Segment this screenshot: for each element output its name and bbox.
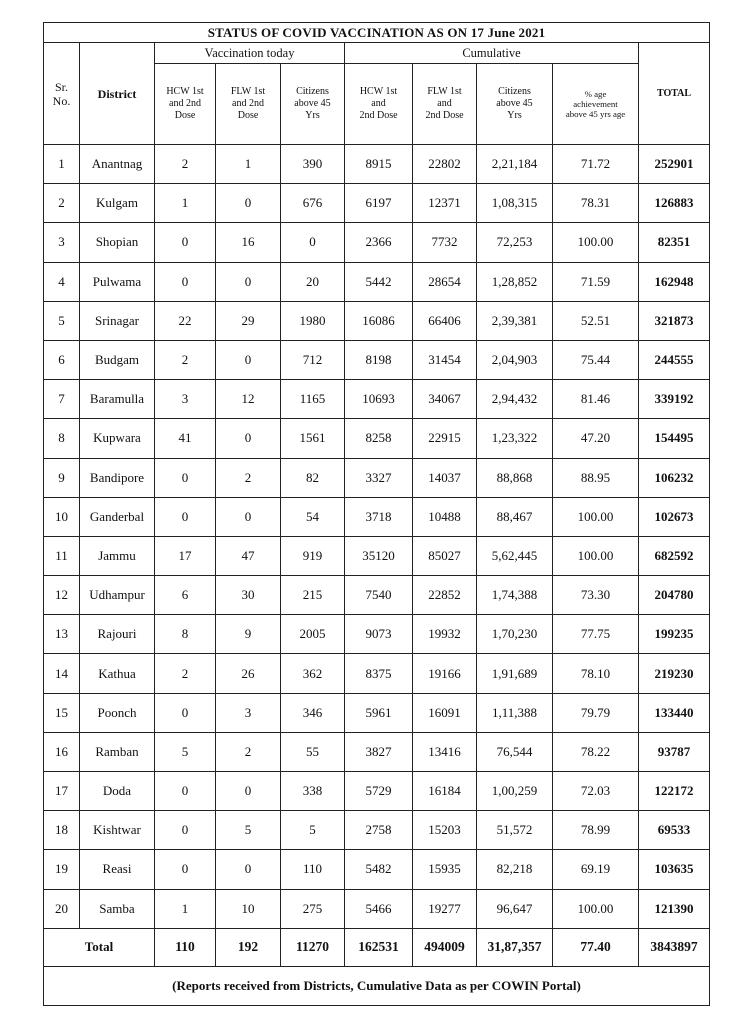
cum-hcw: 5466 bbox=[345, 889, 413, 928]
cum-flw: 14037 bbox=[413, 458, 477, 497]
header-district: District bbox=[80, 43, 155, 145]
cum-citizens: 1,23,322 bbox=[477, 419, 553, 458]
cum-citizens: 1,08,315 bbox=[477, 184, 553, 223]
today-flw: 0 bbox=[216, 184, 281, 223]
district-name: Baramulla bbox=[80, 380, 155, 419]
district-name: Rajouri bbox=[80, 615, 155, 654]
cum-hcw: 8258 bbox=[345, 419, 413, 458]
table-row bbox=[44, 576, 710, 615]
today-citizens: 215 bbox=[281, 576, 345, 615]
cum-flw: 16091 bbox=[413, 693, 477, 732]
achievement: 81.46 bbox=[553, 380, 639, 419]
group-vaccination-today: Vaccination today bbox=[155, 43, 345, 64]
today-hcw: 1 bbox=[155, 184, 216, 223]
today-flw: 12 bbox=[216, 380, 281, 419]
row-total: 102673 bbox=[639, 497, 710, 536]
achievement: 100.00 bbox=[553, 223, 639, 262]
table-row bbox=[44, 419, 710, 458]
today-hcw: 2 bbox=[155, 340, 216, 379]
totals-label: Total bbox=[44, 928, 155, 966]
cum-hcw: 6197 bbox=[345, 184, 413, 223]
table-row bbox=[44, 850, 710, 889]
sr-no: 5 bbox=[44, 301, 80, 340]
district-name: Ramban bbox=[80, 732, 155, 771]
cum-citizens: 2,04,903 bbox=[477, 340, 553, 379]
today-citizens: 5 bbox=[281, 811, 345, 850]
row-total: 199235 bbox=[639, 615, 710, 654]
table-row bbox=[44, 497, 710, 536]
today-flw: 2 bbox=[216, 732, 281, 771]
today-flw: 0 bbox=[216, 262, 281, 301]
achievement: 73.30 bbox=[553, 576, 639, 615]
today-citizens: 362 bbox=[281, 654, 345, 693]
today-flw: 29 bbox=[216, 301, 281, 340]
achievement: 78.99 bbox=[553, 811, 639, 850]
today-flw: 0 bbox=[216, 419, 281, 458]
today-hcw: 0 bbox=[155, 811, 216, 850]
cum-hcw: 35120 bbox=[345, 536, 413, 575]
total-cum-citizens: 31,87,357 bbox=[477, 928, 553, 966]
cum-flw: 12371 bbox=[413, 184, 477, 223]
cum-flw: 22802 bbox=[413, 145, 477, 184]
today-citizens: 346 bbox=[281, 693, 345, 732]
today-citizens: 20 bbox=[281, 262, 345, 301]
sr-no: 3 bbox=[44, 223, 80, 262]
row-total: 126883 bbox=[639, 184, 710, 223]
today-flw: 1 bbox=[216, 145, 281, 184]
cum-flw: 28654 bbox=[413, 262, 477, 301]
total-today-flw: 192 bbox=[216, 928, 281, 966]
cum-flw: 85027 bbox=[413, 536, 477, 575]
cum-hcw: 3718 bbox=[345, 497, 413, 536]
achievement: 71.59 bbox=[553, 262, 639, 301]
sr-no: 13 bbox=[44, 615, 80, 654]
table-row bbox=[44, 340, 710, 379]
cum-hcw: 3327 bbox=[345, 458, 413, 497]
district-name: Udhampur bbox=[80, 576, 155, 615]
today-hcw: 3 bbox=[155, 380, 216, 419]
today-hcw: 0 bbox=[155, 693, 216, 732]
totals-row bbox=[44, 928, 710, 966]
cum-flw: 7732 bbox=[413, 223, 477, 262]
footer-note: (Reports received from Districts, Cumulative Data as per COWIN Portal) bbox=[44, 966, 710, 1005]
row-total: 82351 bbox=[639, 223, 710, 262]
grand-total: 3843897 bbox=[639, 928, 710, 966]
sr-no: 19 bbox=[44, 850, 80, 889]
today-citizens: 712 bbox=[281, 340, 345, 379]
today-hcw: 2 bbox=[155, 654, 216, 693]
cum-citizens: 2,39,381 bbox=[477, 301, 553, 340]
cum-flw: 19932 bbox=[413, 615, 477, 654]
cum-hcw: 8915 bbox=[345, 145, 413, 184]
today-hcw: 22 bbox=[155, 301, 216, 340]
header-cum-hcw: HCW 1st and 2nd Dose bbox=[345, 64, 413, 145]
table-row bbox=[44, 458, 710, 497]
today-hcw: 6 bbox=[155, 576, 216, 615]
row-total: 103635 bbox=[639, 850, 710, 889]
today-flw: 0 bbox=[216, 340, 281, 379]
today-citizens: 110 bbox=[281, 850, 345, 889]
sr-no: 8 bbox=[44, 419, 80, 458]
table-row bbox=[44, 811, 710, 850]
today-flw: 9 bbox=[216, 615, 281, 654]
cum-flw: 15935 bbox=[413, 850, 477, 889]
cum-hcw: 16086 bbox=[345, 301, 413, 340]
sr-no: 11 bbox=[44, 536, 80, 575]
table-row bbox=[44, 732, 710, 771]
total-today-citizens: 11270 bbox=[281, 928, 345, 966]
district-name: Budgam bbox=[80, 340, 155, 379]
achievement: 100.00 bbox=[553, 497, 639, 536]
cum-flw: 66406 bbox=[413, 301, 477, 340]
cum-hcw: 2758 bbox=[345, 811, 413, 850]
table-row bbox=[44, 654, 710, 693]
sr-no: 12 bbox=[44, 576, 80, 615]
today-citizens: 54 bbox=[281, 497, 345, 536]
cum-flw: 10488 bbox=[413, 497, 477, 536]
vaccination-status-table bbox=[43, 22, 710, 1006]
achievement: 69.19 bbox=[553, 850, 639, 889]
row-total: 122172 bbox=[639, 772, 710, 811]
header-achievement: % age achievement above 45 yrs age bbox=[553, 64, 639, 145]
today-hcw: 0 bbox=[155, 262, 216, 301]
total-cum-hcw: 162531 bbox=[345, 928, 413, 966]
cum-citizens: 51,572 bbox=[477, 811, 553, 850]
today-hcw: 0 bbox=[155, 850, 216, 889]
sr-no: 20 bbox=[44, 889, 80, 928]
cum-flw: 13416 bbox=[413, 732, 477, 771]
table-row bbox=[44, 693, 710, 732]
cum-citizens: 76,544 bbox=[477, 732, 553, 771]
district-name: Samba bbox=[80, 889, 155, 928]
cum-flw: 31454 bbox=[413, 340, 477, 379]
cum-flw: 16184 bbox=[413, 772, 477, 811]
header-today-flw: FLW 1st and 2nd Dose bbox=[216, 64, 281, 145]
achievement: 100.00 bbox=[553, 536, 639, 575]
achievement: 71.72 bbox=[553, 145, 639, 184]
cum-hcw: 5729 bbox=[345, 772, 413, 811]
today-hcw: 41 bbox=[155, 419, 216, 458]
today-citizens: 0 bbox=[281, 223, 345, 262]
cum-hcw: 8375 bbox=[345, 654, 413, 693]
today-hcw: 1 bbox=[155, 889, 216, 928]
today-flw: 10 bbox=[216, 889, 281, 928]
cum-citizens: 1,74,388 bbox=[477, 576, 553, 615]
cum-citizens: 88,467 bbox=[477, 497, 553, 536]
today-hcw: 0 bbox=[155, 458, 216, 497]
row-total: 219230 bbox=[639, 654, 710, 693]
today-hcw: 0 bbox=[155, 223, 216, 262]
achievement: 72.03 bbox=[553, 772, 639, 811]
row-total: 339192 bbox=[639, 380, 710, 419]
cum-citizens: 1,91,689 bbox=[477, 654, 553, 693]
today-flw: 3 bbox=[216, 693, 281, 732]
today-flw: 0 bbox=[216, 850, 281, 889]
group-cumulative: Cumulative bbox=[345, 43, 639, 64]
table-row bbox=[44, 262, 710, 301]
district-name: Bandipore bbox=[80, 458, 155, 497]
cum-citizens: 1,70,230 bbox=[477, 615, 553, 654]
today-citizens: 390 bbox=[281, 145, 345, 184]
today-citizens: 1561 bbox=[281, 419, 345, 458]
today-flw: 0 bbox=[216, 497, 281, 536]
row-total: 154495 bbox=[639, 419, 710, 458]
cum-citizens: 1,00,259 bbox=[477, 772, 553, 811]
today-citizens: 2005 bbox=[281, 615, 345, 654]
today-citizens: 82 bbox=[281, 458, 345, 497]
row-total: 204780 bbox=[639, 576, 710, 615]
row-total: 252901 bbox=[639, 145, 710, 184]
row-total: 133440 bbox=[639, 693, 710, 732]
cum-flw: 22852 bbox=[413, 576, 477, 615]
today-flw: 26 bbox=[216, 654, 281, 693]
district-name: Jammu bbox=[80, 536, 155, 575]
district-rows bbox=[44, 145, 710, 929]
district-name: Kathua bbox=[80, 654, 155, 693]
district-name: Kulgam bbox=[80, 184, 155, 223]
sr-no: 2 bbox=[44, 184, 80, 223]
cum-hcw: 10693 bbox=[345, 380, 413, 419]
today-citizens: 1165 bbox=[281, 380, 345, 419]
district-name: Srinagar bbox=[80, 301, 155, 340]
today-flw: 47 bbox=[216, 536, 281, 575]
cum-hcw: 5442 bbox=[345, 262, 413, 301]
cum-hcw: 8198 bbox=[345, 340, 413, 379]
cum-flw: 19277 bbox=[413, 889, 477, 928]
today-citizens: 275 bbox=[281, 889, 345, 928]
row-total: 69533 bbox=[639, 811, 710, 850]
row-total: 106232 bbox=[639, 458, 710, 497]
table-row bbox=[44, 615, 710, 654]
achievement: 47.20 bbox=[553, 419, 639, 458]
header-cum-flw: FLW 1st and 2nd Dose bbox=[413, 64, 477, 145]
district-name: Reasi bbox=[80, 850, 155, 889]
table-row bbox=[44, 772, 710, 811]
total-today-hcw: 110 bbox=[155, 928, 216, 966]
sr-no: 14 bbox=[44, 654, 80, 693]
today-hcw: 2 bbox=[155, 145, 216, 184]
achievement: 78.31 bbox=[553, 184, 639, 223]
row-total: 121390 bbox=[639, 889, 710, 928]
sr-no: 15 bbox=[44, 693, 80, 732]
header-sr-no: Sr. No. bbox=[44, 43, 80, 145]
header-cum-citizens: Citizens above 45 Yrs bbox=[477, 64, 553, 145]
today-flw: 0 bbox=[216, 772, 281, 811]
district-name: Pulwama bbox=[80, 262, 155, 301]
cum-flw: 19166 bbox=[413, 654, 477, 693]
sr-no: 17 bbox=[44, 772, 80, 811]
row-total: 244555 bbox=[639, 340, 710, 379]
row-total: 93787 bbox=[639, 732, 710, 771]
district-name: Shopian bbox=[80, 223, 155, 262]
achievement: 79.79 bbox=[553, 693, 639, 732]
achievement: 78.22 bbox=[553, 732, 639, 771]
today-flw: 16 bbox=[216, 223, 281, 262]
cum-citizens: 96,647 bbox=[477, 889, 553, 928]
cum-citizens: 72,253 bbox=[477, 223, 553, 262]
sr-no: 9 bbox=[44, 458, 80, 497]
today-citizens: 55 bbox=[281, 732, 345, 771]
today-citizens: 338 bbox=[281, 772, 345, 811]
sr-no: 4 bbox=[44, 262, 80, 301]
district-name: Kishtwar bbox=[80, 811, 155, 850]
table-row bbox=[44, 536, 710, 575]
achievement: 100.00 bbox=[553, 889, 639, 928]
cum-hcw: 2366 bbox=[345, 223, 413, 262]
district-name: Doda bbox=[80, 772, 155, 811]
achievement: 88.95 bbox=[553, 458, 639, 497]
sr-no: 16 bbox=[44, 732, 80, 771]
cum-hcw: 3827 bbox=[345, 732, 413, 771]
cum-citizens: 2,21,184 bbox=[477, 145, 553, 184]
cum-citizens: 1,11,388 bbox=[477, 693, 553, 732]
achievement: 52.51 bbox=[553, 301, 639, 340]
sr-no: 1 bbox=[44, 145, 80, 184]
total-cum-flw: 494009 bbox=[413, 928, 477, 966]
today-citizens: 919 bbox=[281, 536, 345, 575]
today-citizens: 1980 bbox=[281, 301, 345, 340]
cum-citizens: 1,28,852 bbox=[477, 262, 553, 301]
row-total: 321873 bbox=[639, 301, 710, 340]
cum-flw: 22915 bbox=[413, 419, 477, 458]
sr-no: 6 bbox=[44, 340, 80, 379]
cum-hcw: 5482 bbox=[345, 850, 413, 889]
achievement: 78.10 bbox=[553, 654, 639, 693]
table-row bbox=[44, 145, 710, 184]
row-total: 162948 bbox=[639, 262, 710, 301]
row-total: 682592 bbox=[639, 536, 710, 575]
table-row bbox=[44, 223, 710, 262]
cum-hcw: 9073 bbox=[345, 615, 413, 654]
table-row bbox=[44, 301, 710, 340]
today-hcw: 5 bbox=[155, 732, 216, 771]
district-name: Poonch bbox=[80, 693, 155, 732]
today-hcw: 0 bbox=[155, 497, 216, 536]
today-flw: 2 bbox=[216, 458, 281, 497]
sr-no: 18 bbox=[44, 811, 80, 850]
table-row bbox=[44, 889, 710, 928]
today-citizens: 676 bbox=[281, 184, 345, 223]
today-flw: 30 bbox=[216, 576, 281, 615]
achievement: 77.75 bbox=[553, 615, 639, 654]
cum-citizens: 82,218 bbox=[477, 850, 553, 889]
table-row bbox=[44, 184, 710, 223]
today-hcw: 17 bbox=[155, 536, 216, 575]
table-title: STATUS OF COVID VACCINATION AS ON 17 June 2021 bbox=[44, 23, 710, 43]
achievement: 75.44 bbox=[553, 340, 639, 379]
sr-no: 10 bbox=[44, 497, 80, 536]
table-row bbox=[44, 380, 710, 419]
header-today-hcw: HCW 1st and 2nd Dose bbox=[155, 64, 216, 145]
district-name: Kupwara bbox=[80, 419, 155, 458]
district-name: Anantnag bbox=[80, 145, 155, 184]
cum-flw: 15203 bbox=[413, 811, 477, 850]
today-hcw: 0 bbox=[155, 772, 216, 811]
cum-citizens: 88,868 bbox=[477, 458, 553, 497]
cum-hcw: 5961 bbox=[345, 693, 413, 732]
total-achievement: 77.40 bbox=[553, 928, 639, 966]
district-name: Ganderbal bbox=[80, 497, 155, 536]
cum-flw: 34067 bbox=[413, 380, 477, 419]
cum-citizens: 5,62,445 bbox=[477, 536, 553, 575]
today-hcw: 8 bbox=[155, 615, 216, 654]
cum-citizens: 2,94,432 bbox=[477, 380, 553, 419]
header-today-citizens: Citizens above 45 Yrs bbox=[281, 64, 345, 145]
today-flw: 5 bbox=[216, 811, 281, 850]
sr-no: 7 bbox=[44, 380, 80, 419]
header-total: TOTAL bbox=[639, 43, 710, 145]
cum-hcw: 7540 bbox=[345, 576, 413, 615]
